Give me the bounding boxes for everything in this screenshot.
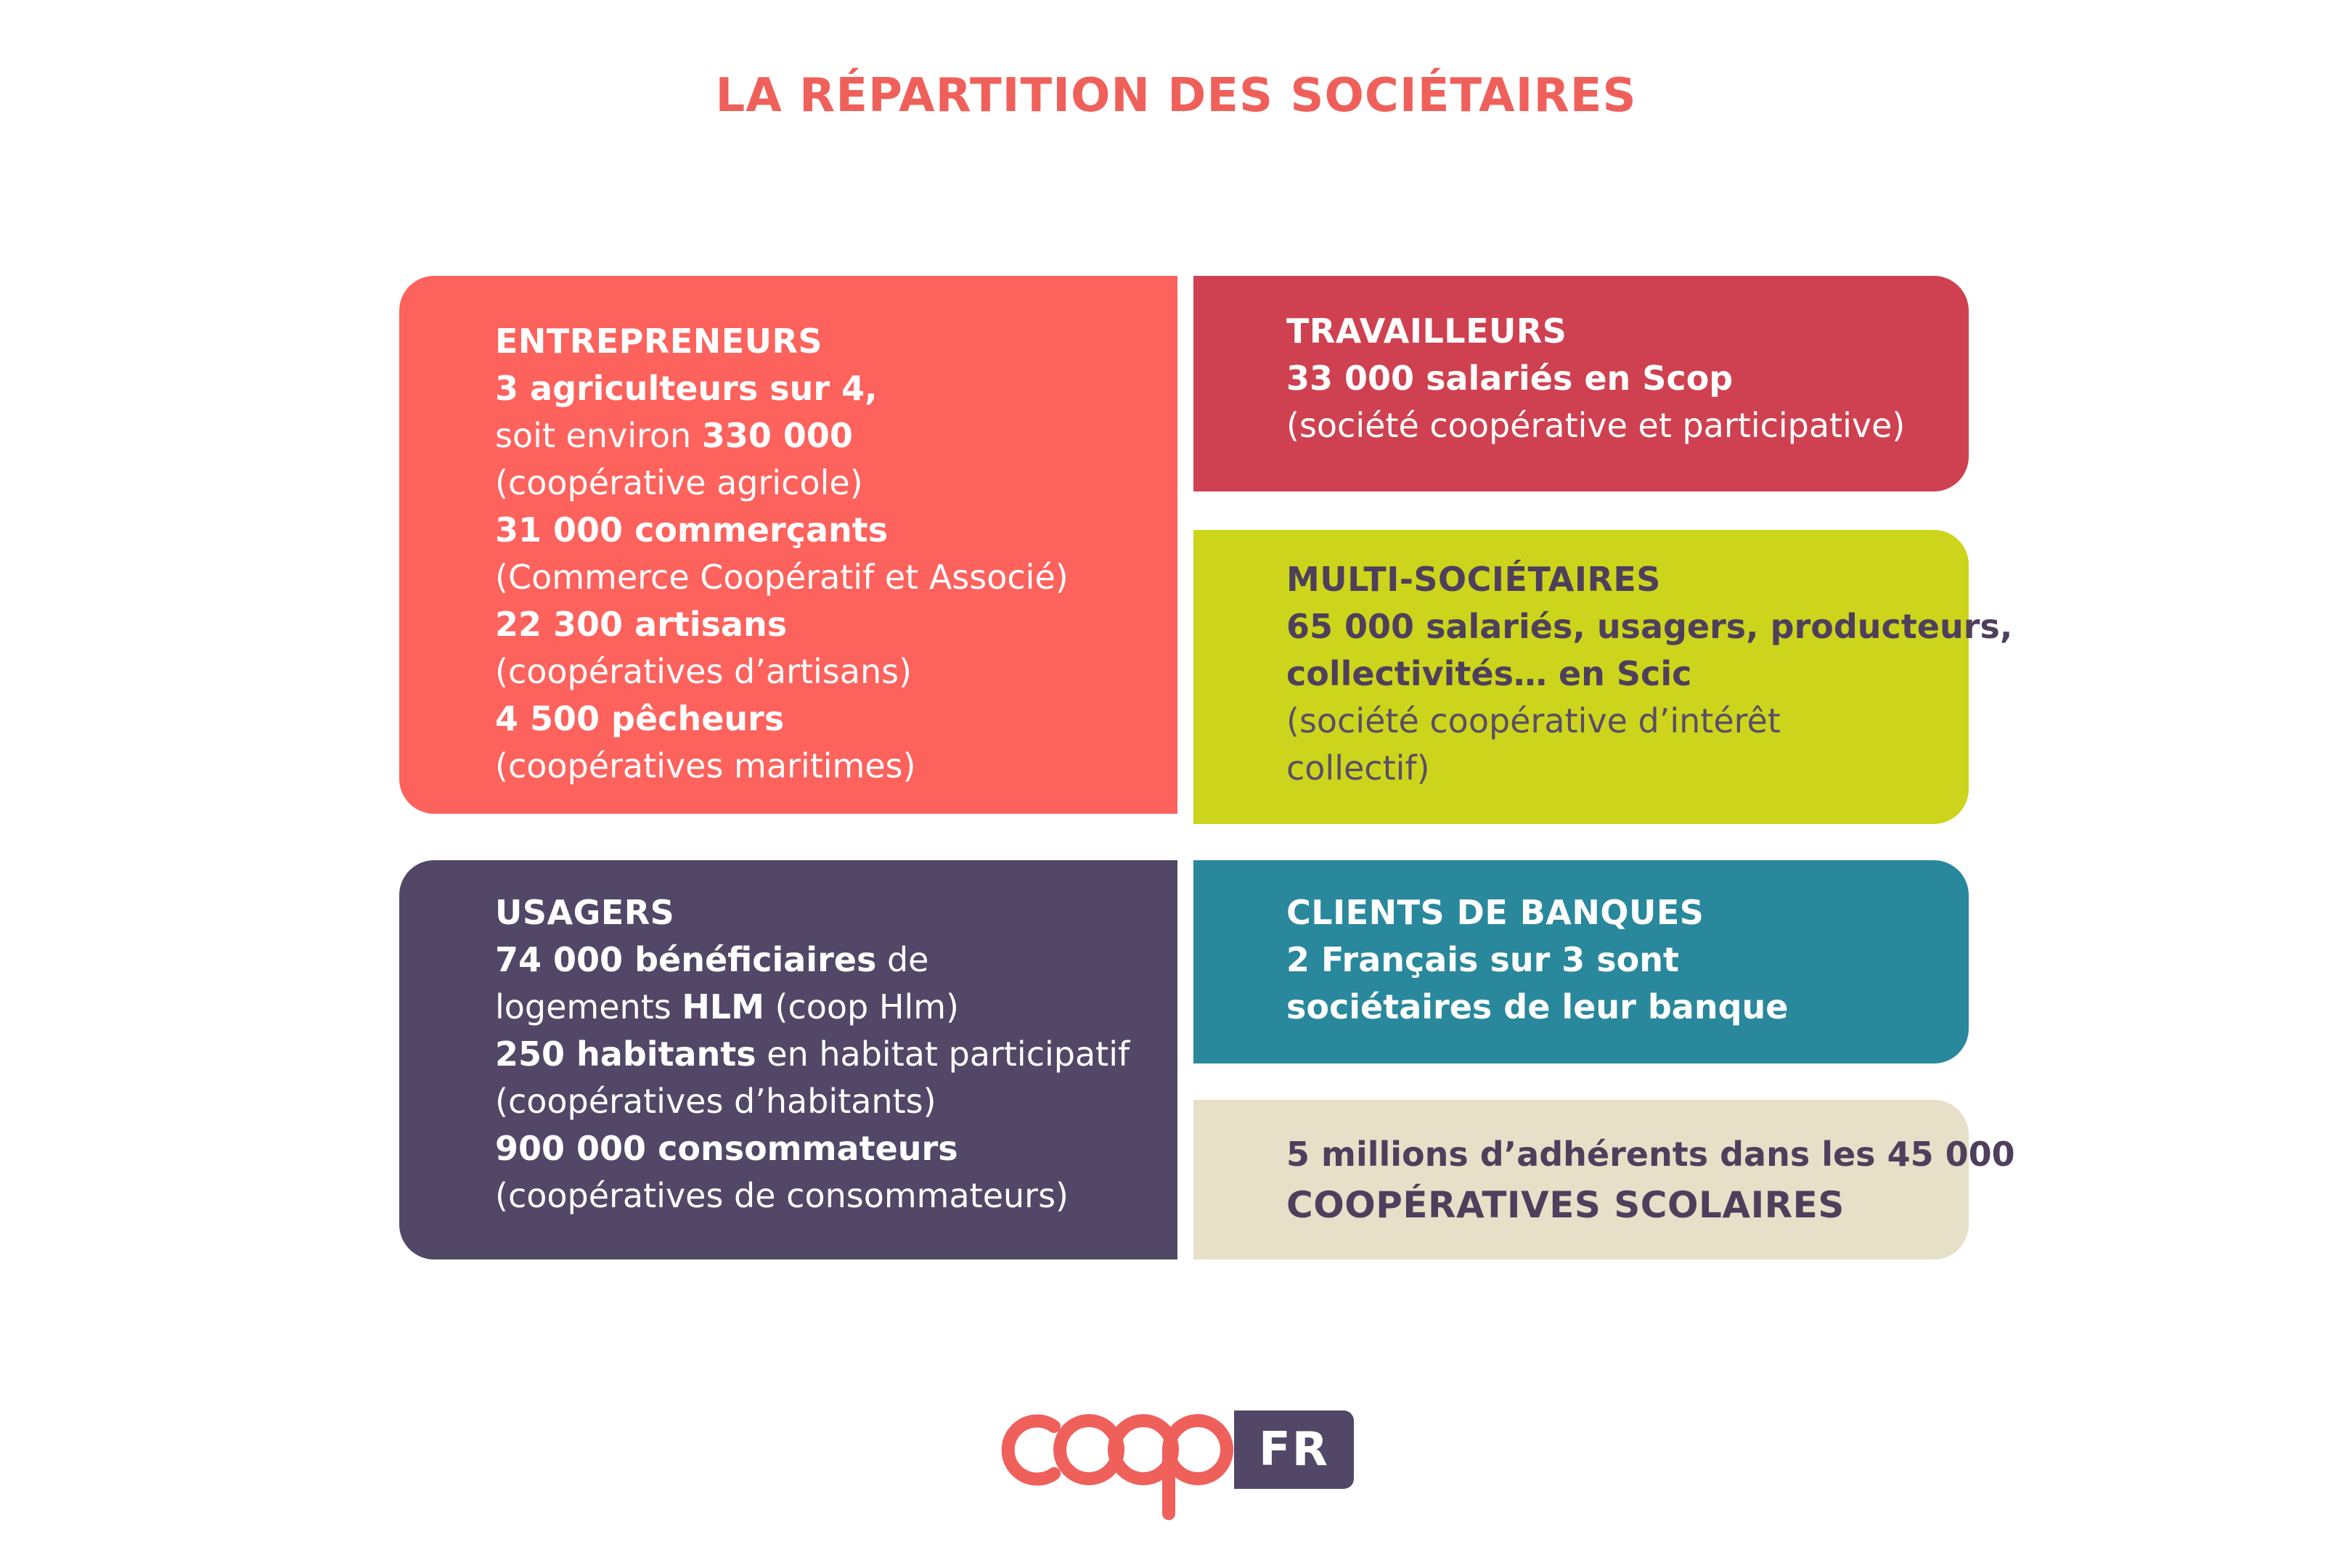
- coop-wordmark-icon: [995, 1405, 1241, 1528]
- card-line: (coopératives de consommateurs): [495, 1176, 1069, 1215]
- coop-fr-logo: [995, 1405, 1365, 1528]
- card-text: logements: [495, 987, 682, 1026]
- card-line: 2 Français sur 3 sont: [1286, 940, 1680, 979]
- card-line: 33 000 salariés en Scop: [1286, 359, 1734, 398]
- card-clients-de-banques: [1193, 860, 1969, 1063]
- card-heading: ENTREPRENEURS: [495, 322, 823, 361]
- card-line: 4 500 pêcheurs: [495, 699, 785, 738]
- card-line: 900 000 consommateurs: [495, 1129, 958, 1168]
- card-heading: TRAVAILLEURS: [1286, 311, 1567, 351]
- card-line: (coopératives d’artisans): [495, 652, 912, 691]
- card-heading: MULTI-SOCIÉTAIRES: [1286, 560, 1661, 599]
- card-heading: USAGERS: [495, 893, 675, 932]
- card-travailleurs: [1193, 276, 1969, 491]
- card-usagers: [399, 860, 1177, 1259]
- logo-fr-badge: FR: [1234, 1410, 1354, 1489]
- card-line: (société coopérative d’intérêt: [1286, 701, 1781, 740]
- card-line: (coopératives maritimes): [495, 746, 916, 785]
- card-text-bold: 330 000: [701, 416, 853, 455]
- card-line: (coopérative agricole): [495, 463, 863, 502]
- card-text: (coop Hlm): [764, 987, 959, 1026]
- card-line: (coopératives d’habitants): [495, 1082, 936, 1121]
- card-multi-societaires: [1193, 530, 2013, 824]
- page-title: LA RÉPARTITION DES SOCIÉTAIRES: [715, 69, 1637, 123]
- card-line: collectivités… en Scic: [1286, 654, 1692, 693]
- card-line: [495, 984, 1130, 1031]
- card-line: 31 000 commerçants: [495, 510, 889, 550]
- card-text-bold: 74 000 bénéficiaires: [495, 940, 877, 979]
- card-line: collectif): [1286, 748, 1430, 788]
- card-heading: CLIENTS DE BANQUES: [1286, 893, 1704, 932]
- card-line: [495, 1031, 1130, 1078]
- card-line: [495, 936, 1130, 984]
- card-line: 65 000 salariés, usagers, producteurs,: [1286, 607, 2013, 646]
- card-text-bold: 250 habitants: [495, 1034, 756, 1074]
- card-entrepreneurs: [399, 276, 1177, 814]
- card-text: en habitat participatif: [756, 1034, 1130, 1074]
- card-text-bold: HLM: [682, 987, 764, 1026]
- card-line: (société coopérative et participative): [1286, 406, 1906, 445]
- card-line: 3 agriculteurs sur 4,: [495, 369, 878, 408]
- card-line: sociétaires de leur banque: [1286, 987, 1789, 1026]
- card-line: [495, 412, 1069, 460]
- card-heading: COOPÉRATIVES SCOLAIRES: [1286, 1184, 1845, 1226]
- card-text: de: [876, 940, 929, 979]
- card-text: soit environ: [495, 416, 702, 455]
- card-cooperatives-scolaires: [1193, 1100, 2015, 1259]
- card-line: 22 300 artisans: [495, 605, 788, 644]
- card-line: 5 millions d’adhérents dans les 45 000: [1286, 1135, 2015, 1174]
- card-line: (Commerce Coopératif et Associé): [495, 558, 1069, 597]
